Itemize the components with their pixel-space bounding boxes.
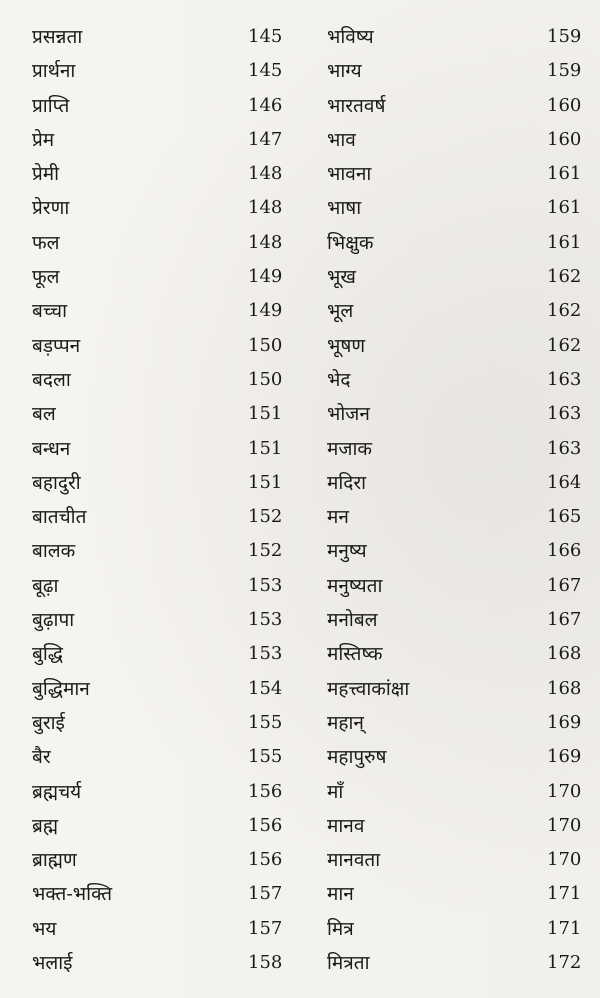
index-page-number: 151 (248, 471, 283, 493)
index-entry (327, 226, 587, 260)
index-entry (32, 157, 292, 191)
index-entry (32, 466, 292, 500)
index-entry (327, 157, 587, 191)
index-term: भारतवर्ष (327, 94, 386, 117)
index-entry (32, 123, 292, 157)
index-entry (327, 775, 587, 809)
index-page-number: 170 (547, 814, 582, 836)
index-term: मजाक (327, 437, 372, 460)
index-page-number: 170 (547, 849, 582, 871)
index-page-number: 168 (547, 643, 582, 665)
index-term: भक्त-भक्ति (32, 883, 113, 906)
index-page-number: 151 (248, 403, 283, 425)
index-term: भलाई (32, 952, 73, 975)
index-term: मनोबल (327, 609, 378, 632)
index-entry (327, 843, 587, 877)
index-term: मानवता (327, 849, 381, 872)
index-term: भूषण (327, 334, 366, 357)
index-term: महान् (327, 711, 364, 734)
index-term: ब्रह्मचर्य (32, 780, 82, 803)
index-term: बुढ़ापा (32, 609, 75, 632)
index-page-number: 148 (248, 231, 283, 253)
index-entry (32, 20, 292, 54)
index-page-number: 165 (547, 506, 582, 528)
index-entry (32, 191, 292, 225)
index-entry (32, 843, 292, 877)
index-page-number: 163 (547, 368, 582, 390)
index-entry (32, 534, 292, 568)
index-page-number: 149 (248, 300, 283, 322)
index-column-left (32, 20, 292, 980)
index-entry (32, 432, 292, 466)
index-term: ब्राह्मण (32, 849, 77, 872)
index-term: मनुष्य (327, 540, 367, 563)
index-term: भोजन (327, 403, 370, 426)
index-entry (32, 329, 292, 363)
index-entry (32, 397, 292, 431)
index-term: मानव (327, 814, 365, 837)
index-entry (327, 89, 587, 123)
index-entry (327, 294, 587, 328)
index-entry (32, 500, 292, 534)
index-term: बच्चा (32, 300, 67, 323)
index-column-right (327, 20, 587, 980)
index-entry (32, 363, 292, 397)
index-entry (327, 191, 587, 225)
index-page-number: 147 (248, 128, 283, 150)
index-page-number: 151 (248, 437, 283, 459)
index-entry (327, 123, 587, 157)
index-entry (327, 809, 587, 843)
index-entry (327, 672, 587, 706)
index-entry (327, 20, 587, 54)
index-page-number: 166 (547, 540, 582, 562)
index-term: बुद्धि (32, 643, 63, 666)
index-page-number: 152 (248, 506, 283, 528)
index-entry (32, 603, 292, 637)
index-page-number: 156 (248, 849, 283, 871)
index-page-number: 162 (547, 334, 582, 356)
index-page-number: 155 (248, 711, 283, 733)
index-entry (32, 809, 292, 843)
index-page-number: 171 (547, 917, 582, 939)
index-term: मन (327, 506, 349, 529)
index-entry (32, 637, 292, 671)
index-entry (327, 466, 587, 500)
index-page-number: 156 (248, 814, 283, 836)
index-page-number: 156 (248, 780, 283, 802)
index-term: प्रेमी (32, 163, 60, 186)
index-term: बल (32, 403, 56, 426)
index-entry (32, 912, 292, 946)
index-page-number: 145 (248, 60, 283, 82)
index-entry (32, 89, 292, 123)
index-entry (32, 946, 292, 980)
index-term: भिक्षुक (327, 231, 374, 254)
index-page-number: 161 (547, 231, 582, 253)
index-page-number: 168 (547, 677, 582, 699)
index-page-number: 148 (248, 163, 283, 185)
index-entry (327, 397, 587, 431)
index-page-number: 150 (248, 334, 283, 356)
index-page-number: 172 (547, 952, 582, 974)
index-page-number: 149 (248, 266, 283, 288)
index-term: बुराई (32, 711, 65, 734)
index-term: मित्रता (327, 952, 370, 975)
index-term: फूल (32, 266, 60, 289)
index-term: माँ (327, 780, 344, 803)
index-page-number: 163 (547, 437, 582, 459)
index-entry (32, 226, 292, 260)
index-page-number: 171 (547, 883, 582, 905)
index-term: बातचीत (32, 506, 87, 529)
index-term: फल (32, 231, 60, 254)
index-page-number: 145 (248, 26, 283, 47)
index-page-number: 155 (248, 746, 283, 768)
index-entry (327, 534, 587, 568)
index-term: भूख (327, 266, 356, 289)
index-page-number: 154 (248, 677, 283, 699)
index-term: प्रसन्नता (32, 26, 83, 48)
index-entry (327, 637, 587, 671)
index-page-number: 158 (248, 952, 283, 974)
index-term: भाग्य (327, 60, 362, 83)
index-term: प्रेरणा (32, 197, 70, 220)
index-term: महत्त्वाकांक्षा (327, 677, 410, 700)
index-entry (32, 294, 292, 328)
index-entry (32, 54, 292, 88)
index-term: बैर (32, 746, 51, 769)
index-entry (327, 603, 587, 637)
index-entry (32, 877, 292, 911)
index-entry (327, 569, 587, 603)
index-term: प्रेम (32, 128, 55, 151)
index-page-number: 152 (248, 540, 283, 562)
index-term: बुद्धिमान (32, 677, 90, 700)
index-page-number: 146 (248, 94, 283, 116)
index-entry (327, 946, 587, 980)
index-entry (327, 329, 587, 363)
index-term: भाव (327, 128, 356, 151)
index-page-number: 169 (547, 711, 582, 733)
index-term: भाषा (327, 197, 362, 220)
index-page-number: 162 (547, 300, 582, 322)
index-term: मदिरा (327, 471, 367, 494)
index-term: भूल (327, 300, 354, 323)
index-page-number: 148 (248, 197, 283, 219)
index-entry (327, 500, 587, 534)
index-page-number: 153 (248, 574, 283, 596)
index-page-number: 162 (547, 266, 582, 288)
index-page-number: 161 (547, 163, 582, 185)
index-page-number: 160 (547, 94, 582, 116)
index-page-number: 169 (547, 746, 582, 768)
index-term: मित्र (327, 917, 354, 940)
index-entry (327, 54, 587, 88)
index-term: मनुष्यता (327, 574, 383, 597)
index-page-number: 153 (248, 643, 283, 665)
index-page-number: 160 (547, 128, 582, 150)
index-term: बन्धन (32, 437, 71, 460)
index-page-number: 153 (248, 609, 283, 631)
index-term: मस्तिष्क (327, 643, 383, 666)
index-term: बड़प्पन (32, 334, 81, 357)
index-entry (32, 260, 292, 294)
index-entry (327, 363, 587, 397)
index-term: बदला (32, 368, 71, 391)
index-page-number: 159 (547, 60, 582, 82)
index-entry (32, 569, 292, 603)
index-page-number: 167 (547, 574, 582, 596)
index-term: भेद (327, 368, 351, 391)
index-entry (327, 706, 587, 740)
index-entry (327, 740, 587, 774)
index-page-number: 167 (547, 609, 582, 631)
index-term: भय (32, 917, 57, 940)
index-term: महापुरुष (327, 746, 387, 769)
index-page-number: 161 (547, 197, 582, 219)
index-page-number: 157 (248, 883, 283, 905)
index-term: बालक (32, 540, 76, 563)
index-page-number: 163 (547, 403, 582, 425)
index-page-number: 150 (248, 368, 283, 390)
index-page-number: 159 (547, 26, 582, 47)
index-term: ब्रह्म (32, 814, 59, 837)
index-term: भावना (327, 163, 372, 186)
index-entry (327, 432, 587, 466)
index-page-number: 157 (248, 917, 283, 939)
index-entry (327, 877, 587, 911)
index-entry (32, 775, 292, 809)
index-entry (32, 706, 292, 740)
index-entry (327, 912, 587, 946)
index-term: प्राप्ति (32, 94, 70, 117)
index-term: बहादुरी (32, 471, 81, 494)
index-entry (32, 740, 292, 774)
index-page-number: 170 (547, 780, 582, 802)
index-entry (32, 672, 292, 706)
index-entry (327, 260, 587, 294)
index-term: प्रार्थना (32, 60, 76, 83)
index-term: मान (327, 883, 354, 906)
index-page-number: 164 (547, 471, 582, 493)
index-term: भविष्य (327, 26, 374, 48)
index-term: बूढ़ा (32, 574, 59, 597)
